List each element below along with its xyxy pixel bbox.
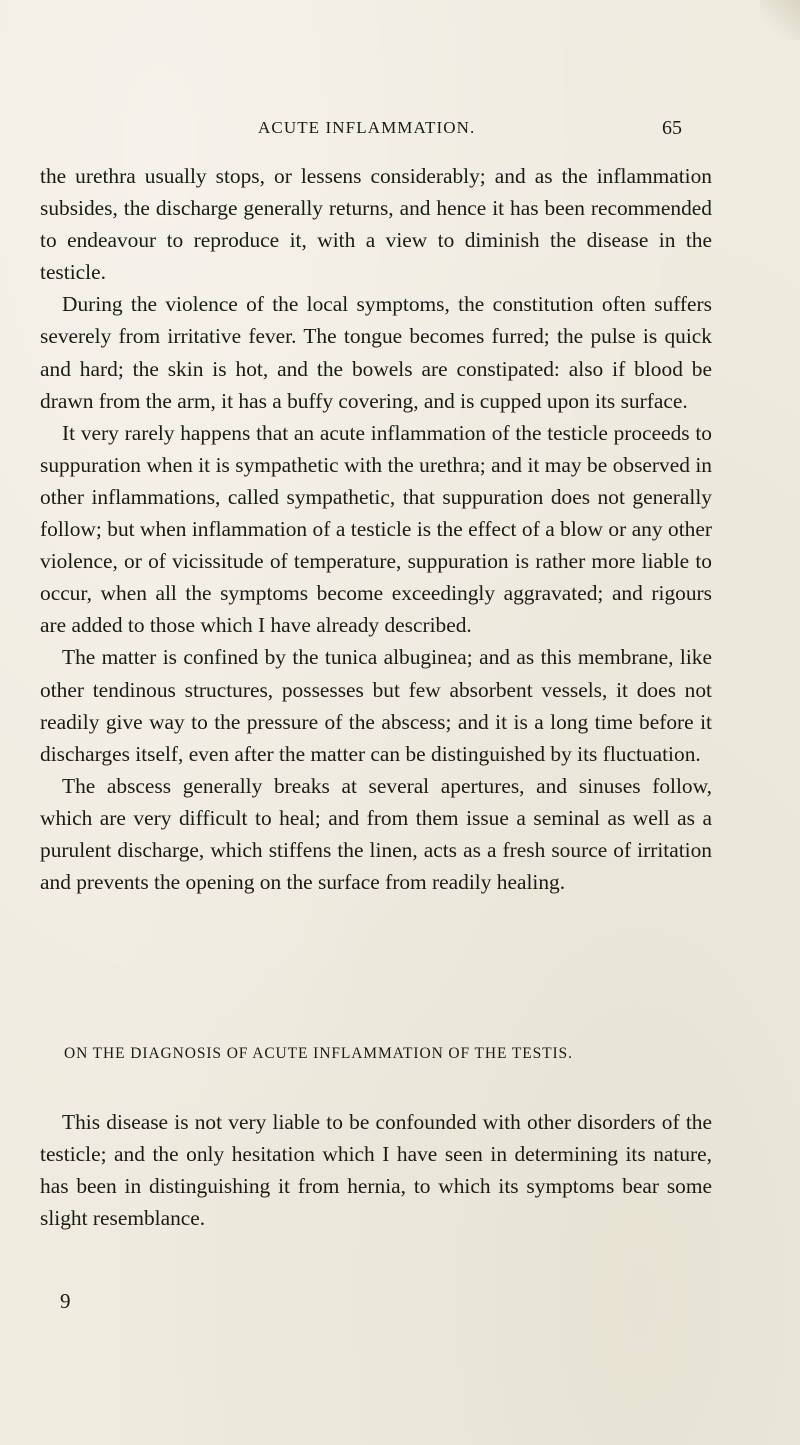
running-head xyxy=(0,113,800,143)
paragraph-tunica-albuginea: The matter is confined by the tunica albuginea; and as this membrane, like other tendinous structures, possesses but few absorbent vessels, it does not readily give way to the pressure of the abscess; and it is a long time before it discharges itself, even after the matter can be distinguished by its fluctuation. xyxy=(40,645,712,766)
paragraph-diagnosis: This disease is not very liable to be confounded with other disorders of the testicle; and the only hesitation which I have seen in determining its nature, has been in distinguishing it from hernia, to which its symptoms bear some slight resemblance. xyxy=(40,1110,712,1231)
paragraph-abscess: The abscess generally breaks at several apertures, and sinuses follow, which are very difficult to heal; and from them issue a seminal as well as a purulent discharge, which stiffens the linen, acts as a fresh source of irritation and prevents the opening on the surface from readily healing. xyxy=(40,773,712,895)
section-body-text xyxy=(40,1106,712,1234)
body-text xyxy=(40,160,712,898)
running-title: ACUTE INFLAMMATION. xyxy=(258,118,476,137)
paragraph-constitution: During the violence of the local symptoms, the constitution often suffers severely from irritative fever. The tongue becomes furred; the pulse is quick and hard; the skin is hot, and the bowels are constipated: also if blood be drawn from the arm, it has a buffy covering, and is cupped upon its surface. xyxy=(40,292,712,413)
page-number: 65 xyxy=(662,117,682,139)
section-heading: ON THE DIAGNOSIS OF ACUTE INFLAMMATION OF THE TESTIS. xyxy=(64,1045,573,1062)
paragraph-continuation: the urethra usually stops, or lessens considerably; and as the inflammation subsides, the discharge generally returns, and hence it has been recommended to endeavour to reproduce it, with a view to diminish the disease in the testicle. xyxy=(40,164,712,285)
signature-mark: 9 xyxy=(60,1289,71,1313)
paragraph-suppuration: It very rarely happens that an acute inflammation of the testicle proceeds to suppuration when it is sympathetic with the urethra; and it may be observed in other inflammations, called sympathetic, that suppuration does not generally follow; but when inflammation of a testicle is the effect of a blow or any other violence, or of vicissitude of temperature, suppuration is rather more liable to occur, when all the symptoms become exceedingly aggravated; and rigours are added to those which I have already described. xyxy=(40,420,712,638)
